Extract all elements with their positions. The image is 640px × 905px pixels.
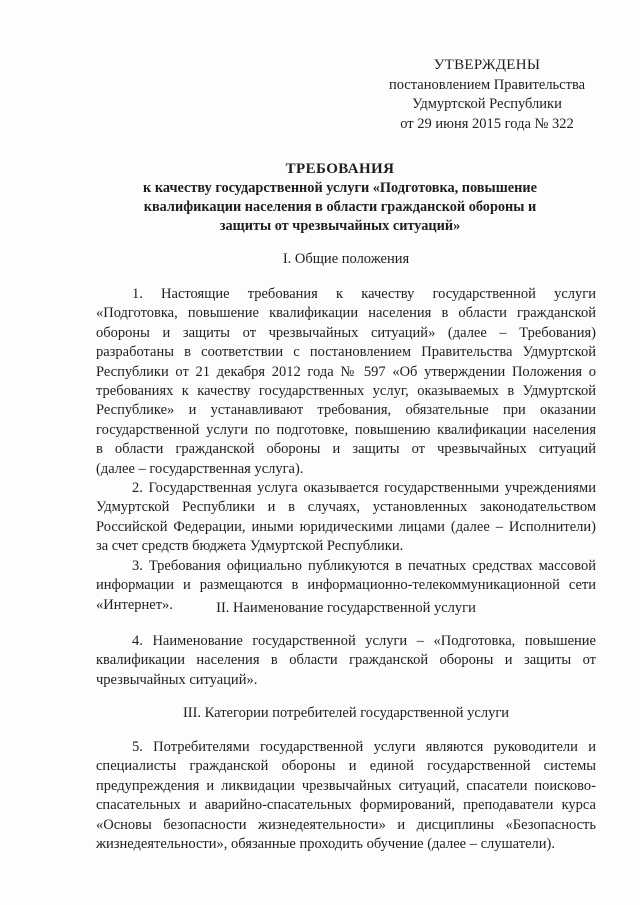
approval-line: Удмуртской Республики: [412, 96, 562, 112]
paragraph-1: [96, 285, 596, 479]
text-line: «Основы безопасности жизнедеятельности» и дисциплины «Безопасность: [96, 816, 596, 833]
text-line: Удмуртской Республики и в случаях, установленных законодательством: [96, 499, 596, 516]
text-line: 5. Потребителями государственной услуги являются руководители и: [132, 739, 596, 755]
title-line: к качеству государственной услуги «Подготовка, повышение: [143, 180, 537, 196]
text-line: «Интернет».: [96, 596, 173, 613]
text-line: разработаны в соответствии с постановлением Правительства Удмуртской: [96, 344, 596, 361]
title-line: квалификации населения в области гражданской обороны и: [143, 199, 537, 215]
text-line: государственной услуги по подготовке, повышению квалификации населения: [96, 421, 596, 438]
text-line: 1. Настоящие требования к качеству государственной услуги: [132, 286, 596, 302]
text-line: (далее – государственная услуга).: [96, 460, 304, 477]
text-line: спасательных и аварийно-спасательных формирований, преподаватели курса: [96, 797, 596, 814]
paragraph-5: [96, 738, 596, 854]
text-line: 2. Государственная услуга оказывается государственными учреждениями: [132, 480, 596, 496]
text-line: 3. Требования официально публикуются в печатных средствах массовой: [132, 558, 596, 574]
text-line: информации и размещаются в информационно-телекоммуникационной сети: [96, 577, 596, 594]
document-title: [90, 160, 590, 236]
approval-line: от 29 июня 2015 года № 322: [400, 115, 574, 132]
section-heading: I. Общие положения: [282, 251, 410, 267]
text-line: требованиях к качеству государственных услуг, оказываемых в Удмуртской: [96, 383, 596, 400]
text-line: квалификации населения в области гражданской обороны и защиты от: [96, 652, 596, 669]
text-line: Российской Федерации, иными юридическими лицами (далее – Исполнители): [96, 518, 596, 535]
text-line: за счет средств бюджета Удмуртской Республики.: [96, 538, 404, 555]
paragraph-4: [96, 632, 596, 690]
text-line: 4. Наименование государственной услуги – «Подготовка, повышение: [132, 633, 596, 649]
text-line: чрезвычайных ситуаций».: [96, 671, 258, 688]
text-line: предупреждения и ликвидации чрезвычайных ситуаций, спасатели поисково-: [96, 777, 596, 794]
text-line: «Подготовка, повышение квалификации населения в области гражданской: [96, 305, 596, 322]
title-line: защиты от чрезвычайных ситуаций»: [219, 218, 461, 234]
paragraph-2: [96, 479, 596, 557]
text-line: специалисты гражданской обороны и единой государственной системы: [96, 758, 596, 775]
approval-stamp: [372, 56, 602, 134]
section-heading: III. Категории потребителей государственной услуги: [182, 705, 510, 721]
text-line: Республике» и устанавливают требования, обязательные при оказании: [96, 402, 596, 419]
text-line: жизнедеятельности», обязанные проходить обучение (далее – слушатели).: [96, 836, 555, 853]
section-heading: II. Наименование государственной услуги: [216, 600, 476, 616]
approval-line: постановлением Правительства: [388, 76, 586, 93]
approval-heading: УТВЕРЖДЕНЫ: [433, 57, 541, 73]
text-line: в области гражданской обороны и защиты от чрезвычайных ситуаций: [96, 441, 596, 458]
text-line: обороны и защиты от чрезвычайных ситуаций» (далее – Требования): [96, 324, 596, 341]
text-line: Республики от 21 декабря 2012 года № 597 «Об утверждении Положения о: [96, 363, 596, 380]
title-main: ТРЕБОВАНИЯ: [285, 161, 395, 177]
